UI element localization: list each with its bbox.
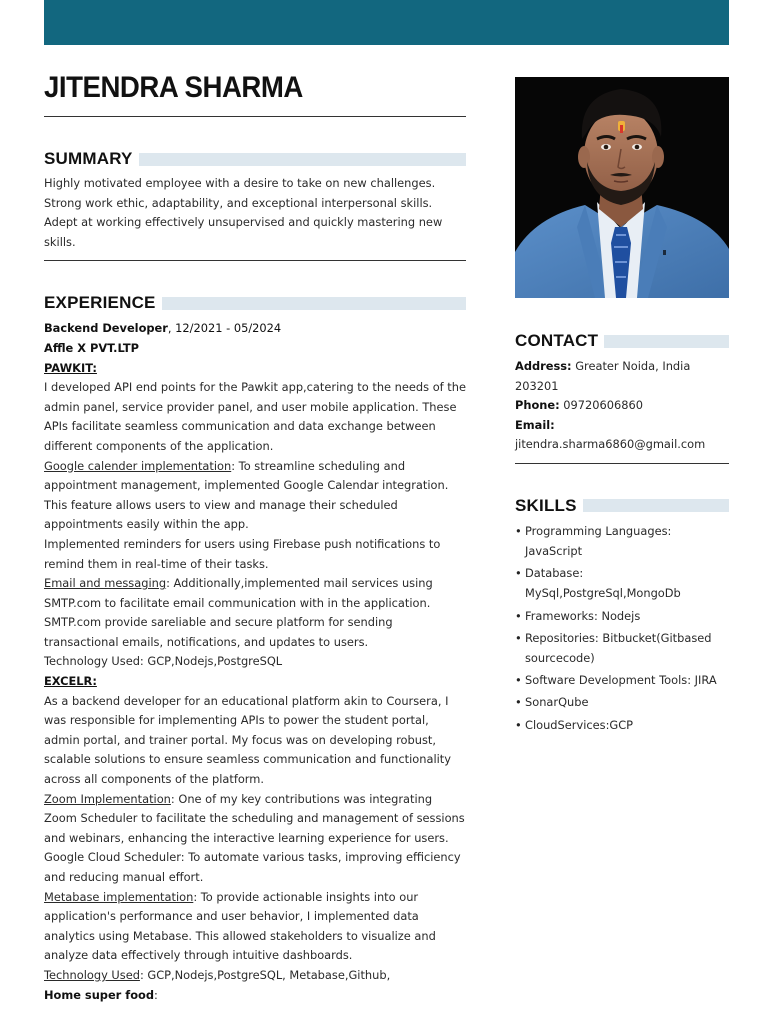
- tech-text: : GCP,Nodejs,PostgreSQL, Metabase,Github,: [139, 967, 391, 982]
- email-label: Email:: [515, 417, 555, 432]
- email-value[interactable]: jitendra.sharma6860@gmail.com: [515, 437, 706, 452]
- contact-heading: [515, 330, 729, 352]
- profile-photo: [515, 77, 729, 298]
- pawkit-gcal: [44, 457, 466, 535]
- company-name: Affle X PVT.LTP: [44, 340, 139, 355]
- project-heading-home: [44, 986, 466, 1006]
- skill-item: • Software Development Tools: JIRA: [515, 670, 729, 690]
- section-title-bar: [583, 499, 729, 512]
- zoom-label: Zoom Implementation: [44, 791, 171, 806]
- skill-item: • Programming Languages: JavaScript: [515, 521, 729, 561]
- section-title-bar: [604, 335, 729, 348]
- home-heading: Home super food: [44, 987, 155, 1002]
- metabase-text: : To provide actionable insights into our application's performance and user behavior, I implemented data analytics using Metabase. This allowed stakeholders to visualize and analyze data effectively through intuitive dashboards.: [44, 889, 436, 963]
- excelr-intro: As a backend developer for an educational platform akin to Coursera, I was responsible for implementing APIs to power the student portal, admin portal, and trainer portal. My focus was on developing robust, scalable solutions to ensure seamless communication and functionality across all components of the platform.: [44, 693, 451, 787]
- excelr-tech: [44, 966, 466, 986]
- skills-heading: [515, 495, 729, 517]
- address-label: Address:: [515, 359, 572, 373]
- summary-heading: [44, 148, 466, 170]
- home-suffix: :: [154, 987, 158, 1002]
- skill-item: • Database: MySql,PostgreSql,MongoDb: [515, 563, 729, 603]
- email-label: Email and messaging: [44, 576, 167, 591]
- gcal-text: : To streamline scheduling and appointment management, implemented Google Calendar integration. This feature allows users to view and manage their scheduled appointments easily within the app.: [44, 458, 449, 532]
- email-text: : Additionally,implemented mail services using SMTP.com to facilitate email communication with in the application. SMTP.com provide sareliable and secure platform for sending transactional emails, notifications, and updates to users.: [44, 576, 433, 649]
- section-title: SKILLS: [515, 495, 577, 515]
- summary-text: Highly motivated employee with a desire to take on new challenges. Strong work ethic, adaptability, and exceptional interpersonal skills. Adept at working effectively unsupervised and quickly mastering new skills.: [44, 176, 443, 249]
- skill-item: • Repositories: Bitbucket(Gitbased sourcecode): [515, 628, 729, 668]
- metabase-label: Metabase implementation: [44, 889, 194, 904]
- pawkit-tech: Technology Used: GCP,Nodejs,PostgreSQL: [44, 654, 283, 669]
- project-heading-excelr: EXCELR:: [44, 674, 97, 689]
- job-title-line: [44, 319, 466, 339]
- section-title-bar: [162, 297, 466, 310]
- pawkit-reminders: Implemented reminders for users using Firebase push notifications to remind them in real-time of their tasks.: [44, 536, 441, 571]
- contact-phone: [515, 396, 729, 416]
- skill-item: • SonarQube: [515, 692, 729, 712]
- pawkit-email: [44, 574, 466, 652]
- section-title: SUMMARY: [44, 149, 133, 168]
- gcal-label: Google calender implementation: [44, 458, 232, 473]
- candidate-name: JITENDRA SHARMA: [44, 71, 303, 104]
- zoom-text: : One of my key contributions was integrating Zoom Scheduler to facilitate the scheduling and management of sessions and webinars, enhancing the interactive learning experience for users.: [44, 791, 465, 845]
- excelr-metabase: [44, 888, 466, 966]
- divider: [515, 463, 729, 464]
- project-heading-pawkit: PAWKIT:: [44, 360, 97, 375]
- phone-label: Phone:: [515, 398, 560, 413]
- contact-address: [515, 357, 729, 396]
- experience-entry: [44, 319, 466, 1005]
- pawkit-intro: I developed API end points for the Pawkit app,catering to the needs of the admin panel, service provider panel, and user mobile application. These APIs facilitate seamless communication and data exchange between different components of the application.: [44, 380, 466, 453]
- experience-heading: [44, 292, 466, 314]
- divider: [44, 260, 466, 261]
- section-title: EXPERIENCE: [44, 293, 156, 313]
- phone-value: 09720606860: [559, 398, 644, 413]
- divider: [44, 116, 466, 117]
- section-title: CONTACT: [515, 331, 599, 350]
- tech-label: Technology Used: [44, 967, 140, 982]
- address-value: Greater Noida, India 203201: [515, 359, 691, 393]
- job-dates: , 12/2021 - 05/2024: [167, 321, 282, 336]
- portrait-illustration: [515, 77, 729, 298]
- skills-list: [515, 521, 729, 735]
- header-accent-bar: [44, 0, 729, 45]
- job-role: Backend Developer: [44, 321, 168, 336]
- contact-details: [515, 357, 729, 455]
- side-column: [515, 77, 729, 737]
- excelr-cloud: Google Cloud Scheduler: To automate various tasks, improving efficiency and reducing manual effort.: [44, 850, 461, 884]
- section-title-bar: [139, 153, 466, 166]
- main-column: [44, 66, 466, 1005]
- excelr-zoom: [44, 790, 466, 849]
- skill-item: • CloudServices:GCP: [515, 715, 729, 735]
- skill-item: • Frameworks: Nodejs: [515, 606, 729, 626]
